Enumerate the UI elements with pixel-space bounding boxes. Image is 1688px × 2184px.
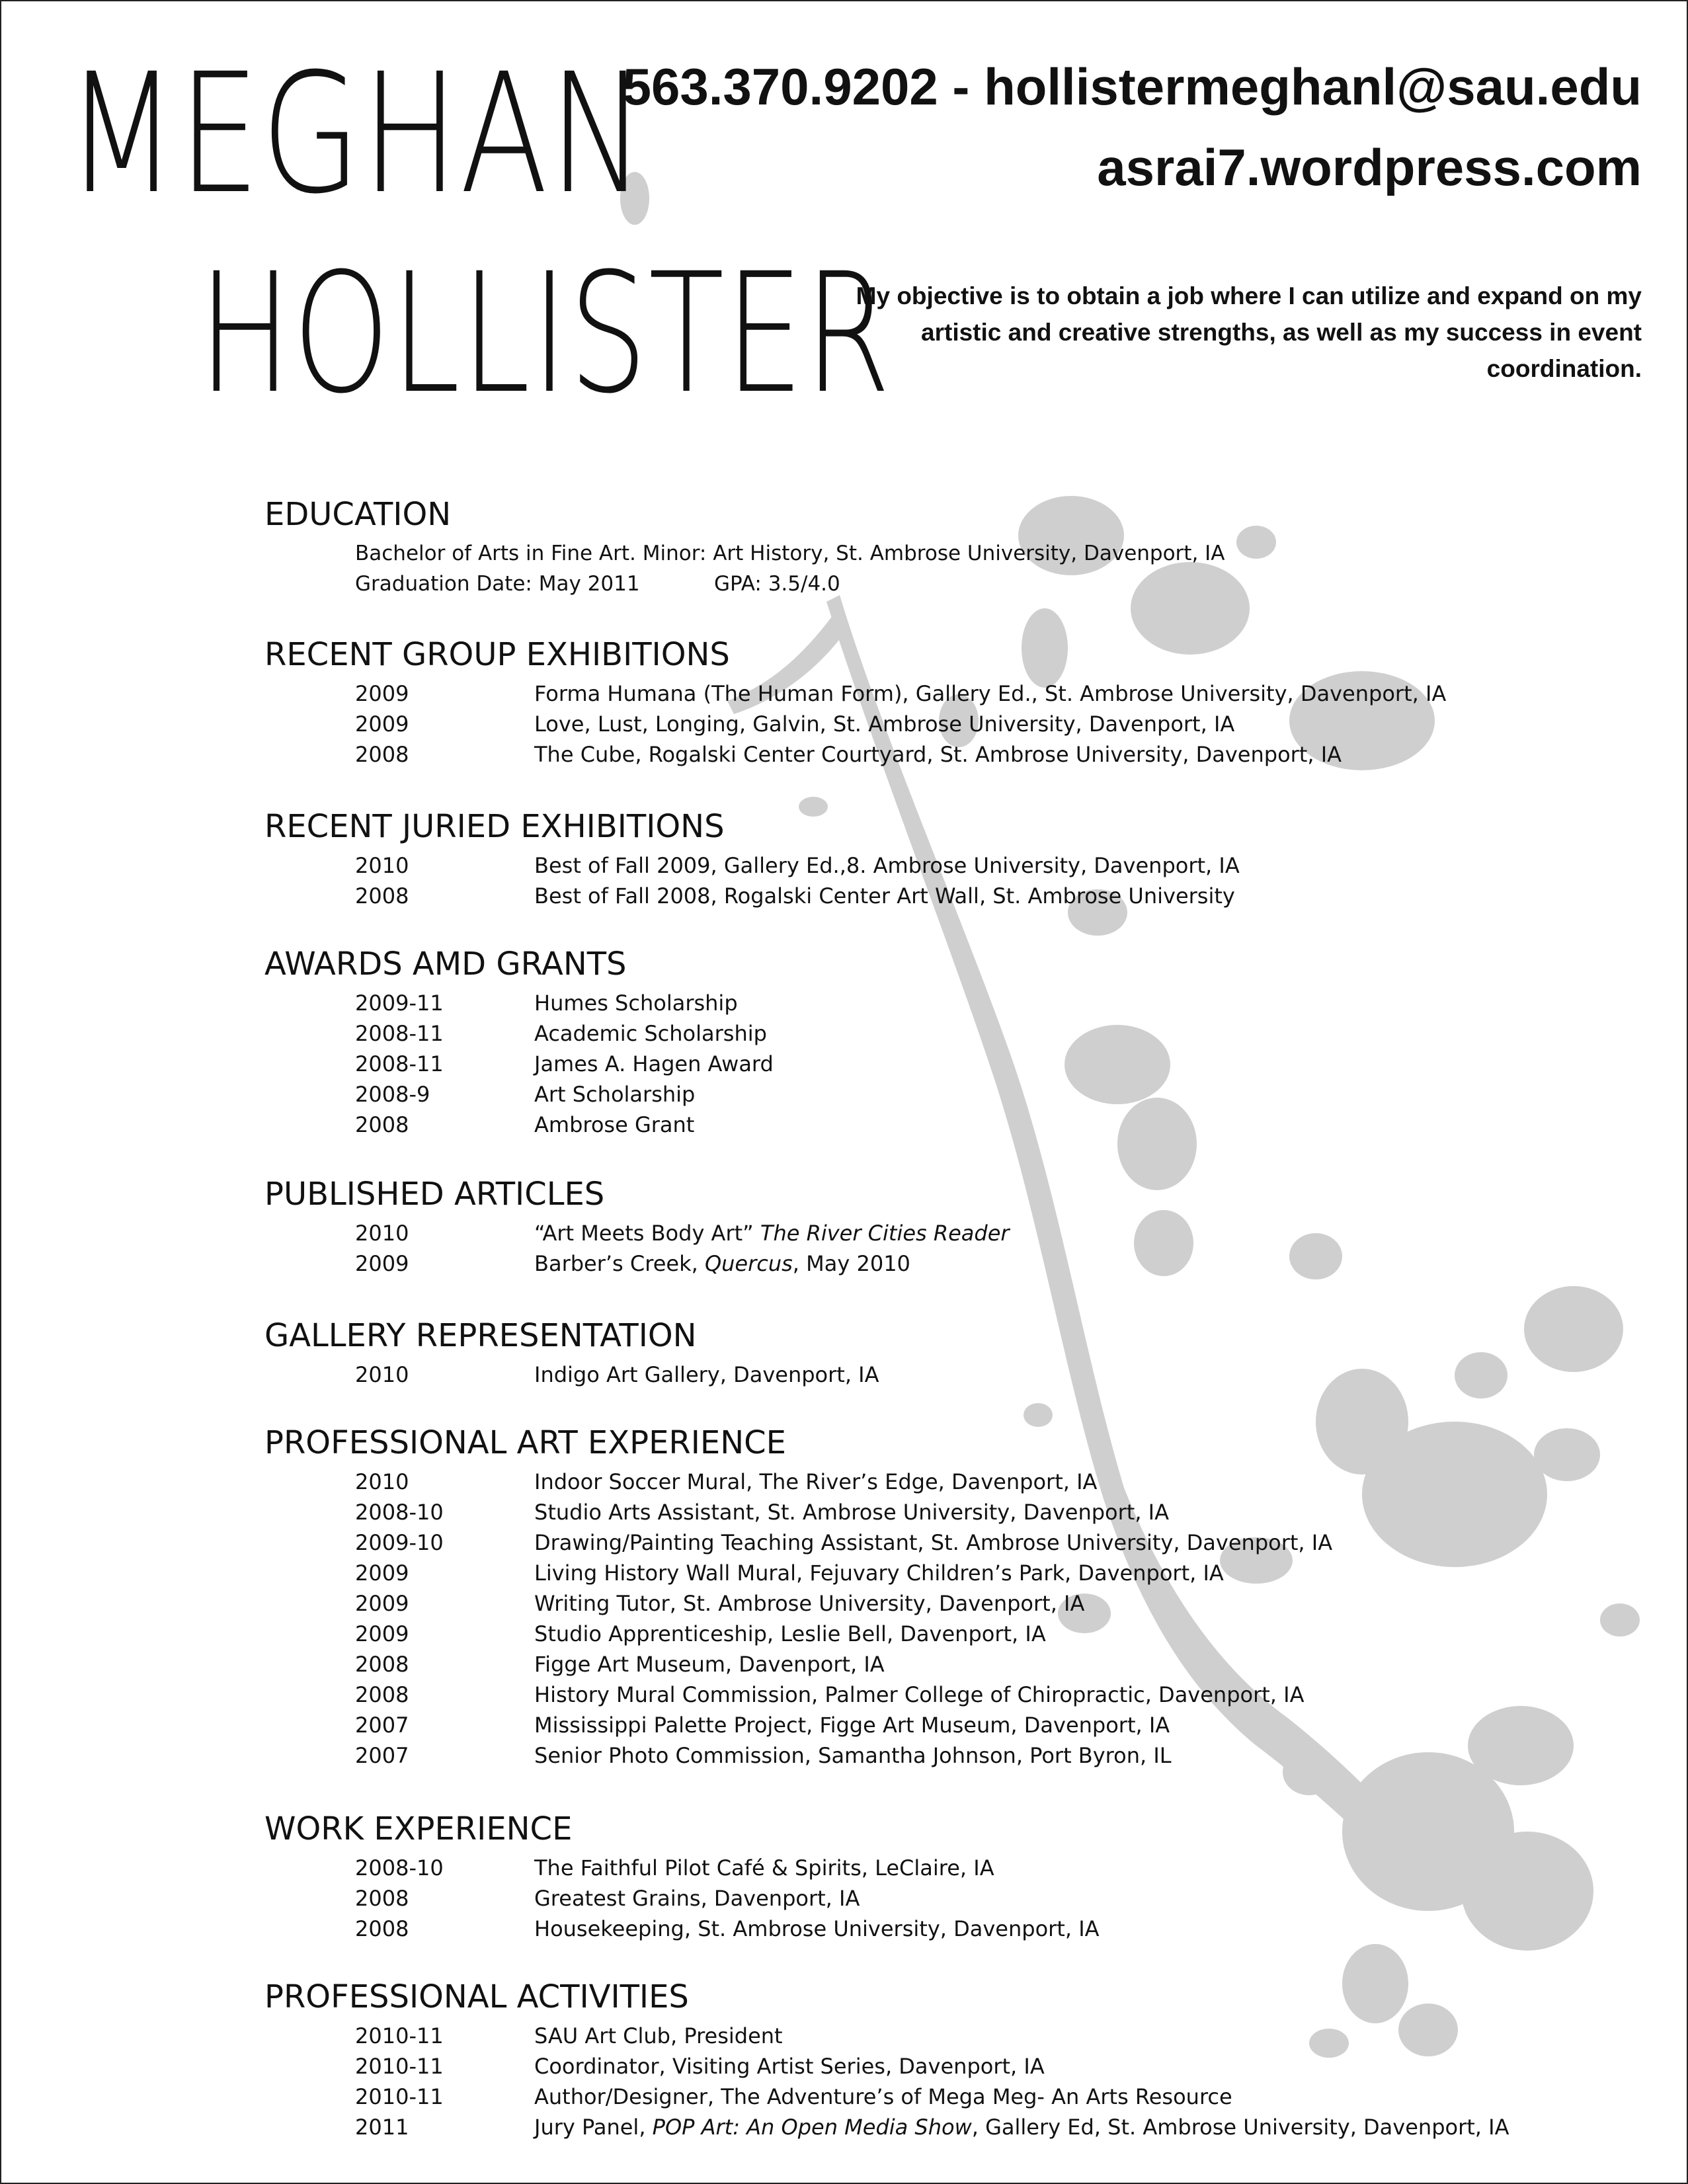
entry-description — [534, 2021, 783, 2051]
entry-year: 2010 — [355, 1362, 409, 1387]
entry-description — [534, 1914, 1100, 1944]
entry-row — [264, 2051, 1653, 2082]
gpa: GPA: 3.5/4.0 — [714, 572, 840, 596]
entry-text-after: , May 2010 — [792, 1251, 910, 1276]
entry-year: 2009 — [355, 681, 409, 706]
entry-year: 2008 — [355, 1916, 409, 1941]
entry-text: Writing Tutor, St. Ambrose University, Davenport, IA — [534, 1591, 1085, 1616]
entry-description — [534, 1558, 1224, 1588]
entry-description — [534, 881, 1235, 911]
entry-description — [534, 2051, 1045, 2082]
entry-italic-title: POP Art: An Open Media Show — [652, 2115, 972, 2140]
entry-year: 2009 — [355, 711, 409, 737]
entry-description — [534, 1649, 885, 1679]
entry-year: 2009 — [355, 1591, 409, 1616]
entry-text: History Mural Commission, Palmer College of Chiropractic, Davenport, IA — [534, 1682, 1305, 1707]
juried-exhibitions-section — [264, 807, 1653, 911]
entry-row — [264, 850, 1653, 881]
entry-row — [264, 1853, 1653, 1883]
section-title: RECENT GROUP EXHIBITIONS — [264, 636, 730, 673]
entry-year: 2010 — [355, 853, 409, 878]
last-name: HOLLISTER — [198, 237, 892, 430]
entry-row — [264, 1467, 1653, 1497]
entry-year: 2008 — [355, 1886, 409, 1911]
entry-description — [534, 709, 1234, 739]
entry-year: 2010-11 — [355, 2054, 444, 2079]
entry-description — [534, 1740, 1172, 1771]
entry-description — [534, 1679, 1304, 1710]
section-title: AWARDS AMD GRANTS — [264, 946, 627, 983]
entry-year: 2009 — [355, 1560, 409, 1586]
entry-year: 2008 — [355, 1652, 409, 1677]
section-title: RECENT JURIED EXHIBITIONS — [264, 808, 725, 845]
entry-text: “Art Meets Body Art” — [534, 1221, 754, 1246]
entry-row — [264, 678, 1653, 709]
entry-row — [264, 988, 1653, 1018]
entry-year: 2008 — [355, 742, 409, 767]
entry-text: Studio Arts Assistant, St. Ambrose University, Davenport, IA — [534, 1500, 1169, 1525]
entry-text: Housekeeping, St. Ambrose University, Davenport, IA — [534, 1916, 1100, 1941]
entry-year: 2010 — [355, 1221, 409, 1246]
entry-row — [264, 1497, 1653, 1527]
entry-text-after: , Gallery Ed, St. Ambrose University, Davenport, IA — [971, 2115, 1509, 2140]
entry-row — [264, 1527, 1653, 1558]
entry-text: Ambrose Grant — [534, 1112, 695, 1137]
entry-italic-title: Quercus — [704, 1251, 793, 1276]
entry-row — [264, 1679, 1653, 1710]
entry-description — [534, 1079, 695, 1110]
entry-year: 2008 — [355, 1112, 409, 1137]
entry-text: Jury Panel, — [534, 2115, 646, 2140]
graduation-date: Graduation Date: May 2011 — [355, 572, 640, 596]
entry-text: Academic Scholarship — [534, 1021, 767, 1046]
entry-year: 2011 — [355, 2115, 409, 2140]
entry-year: 2010 — [355, 1469, 409, 1494]
entry-description — [534, 1883, 860, 1914]
entry-year: 2008 — [355, 1682, 409, 1707]
entry-description — [534, 1110, 694, 1140]
entry-year: 2008-10 — [355, 1500, 444, 1525]
entry-description — [534, 1710, 1170, 1740]
entry-text: Mississippi Palette Project, Figge Art Museum, Davenport, IA — [534, 1713, 1170, 1738]
entry-year: 2007 — [355, 1713, 409, 1738]
entry-year: 2008-9 — [355, 1082, 430, 1107]
entry-year: 2008-11 — [355, 1021, 444, 1046]
entry-text: Forma Humana (The Human Form), Gallery Ed., St. Ambrose University, Davenport, IA — [534, 681, 1447, 706]
entry-year: 2009-10 — [355, 1530, 444, 1555]
entry-row — [264, 1079, 1653, 1110]
entry-row — [264, 1649, 1653, 1679]
entry-text: SAU Art Club, President — [534, 2023, 783, 2048]
entry-row — [264, 1740, 1653, 1771]
entry-row — [264, 709, 1653, 739]
entry-row — [264, 1588, 1653, 1619]
published-articles-section — [264, 1174, 1653, 1279]
entry-text: Barber’s Creek, — [534, 1251, 698, 1276]
group-exhibitions-section — [264, 635, 1653, 770]
entry-description — [534, 739, 1342, 770]
entry-text: The Cube, Rogalski Center Courtyard, St. Ambrose University, Davenport, IA — [534, 742, 1342, 767]
entry-text: Art Scholarship — [534, 1082, 696, 1107]
entry-year: 2009 — [355, 1621, 409, 1646]
entry-description — [534, 1248, 910, 1279]
education-section — [264, 495, 1653, 599]
entry-description — [534, 678, 1446, 709]
art-experience-section — [264, 1423, 1653, 1771]
entry-description — [534, 2112, 1509, 2142]
entry-row — [264, 1359, 1653, 1390]
awards-section — [264, 944, 1653, 1140]
entry-text: Author/Designer, The Adventure’s of Mega Meg- An Arts Resource — [534, 2084, 1232, 2109]
entry-description — [534, 1619, 1046, 1649]
entry-row — [264, 739, 1653, 770]
entry-text: Best of Fall 2009, Gallery Ed.,8. Ambrose University, Davenport, IA — [534, 853, 1240, 878]
entry-text: Figge Art Museum, Davenport, IA — [534, 1652, 885, 1677]
entry-description — [534, 988, 738, 1018]
section-title: GALLERY REPRESENTATION — [264, 1317, 697, 1354]
entry-year: 2009 — [355, 1251, 409, 1276]
entry-description — [534, 1497, 1169, 1527]
entry-row — [264, 2021, 1653, 2051]
entry-text: Living History Wall Mural, Fejuvary Children’s Park, Davenport, IA — [534, 1560, 1224, 1586]
entry-year: 2008-11 — [355, 1051, 444, 1076]
entry-year: 2010-11 — [355, 2084, 444, 2109]
entry-text: Coordinator, Visiting Artist Series, Davenport, IA — [534, 2054, 1045, 2079]
section-title: EDUCATION — [264, 496, 452, 533]
entry-description — [534, 2082, 1232, 2112]
work-experience-section — [264, 1809, 1653, 1944]
entry-row — [264, 1018, 1653, 1049]
entry-description — [534, 1588, 1084, 1619]
entry-row — [264, 1619, 1653, 1649]
contact-phone-email: 563.370.9202 - hollistermeghanl@sau.edu — [622, 58, 1642, 116]
entry-row — [264, 1049, 1653, 1079]
entry-row — [264, 1110, 1653, 1140]
first-name: MEGHAN — [66, 38, 647, 230]
degree-line: Bachelor of Arts in Fine Art. Minor: Art History, St. Ambrose University, Davenport, IA — [355, 542, 1225, 565]
entry-row — [264, 1883, 1653, 1914]
entry-description — [534, 1359, 879, 1390]
entry-text: The Faithful Pilot Café & Spirits, LeClaire, IA — [534, 1855, 994, 1881]
entry-text: Senior Photo Commission, Samantha Johnson, Port Byron, IL — [534, 1743, 1172, 1768]
gallery-representation-section — [264, 1316, 1653, 1390]
entry-text: Drawing/Painting Teaching Assistant, St. Ambrose University, Davenport, IA — [534, 1530, 1333, 1555]
section-title: PUBLISHED ARTICLES — [264, 1176, 605, 1213]
entry-description — [534, 1218, 1010, 1248]
entry-text: Indigo Art Gallery, Davenport, IA — [534, 1362, 879, 1387]
entry-text: Greatest Grains, Davenport, IA — [534, 1886, 860, 1911]
graduation-line — [264, 569, 1653, 599]
entry-description — [534, 1527, 1332, 1558]
entry-text: Humes Scholarship — [534, 991, 738, 1016]
entry-year: 2010-11 — [355, 2023, 444, 2048]
entry-text: James A. Hagen Award — [534, 1051, 774, 1076]
entry-row — [264, 1248, 1653, 1279]
entry-description — [534, 1049, 774, 1079]
entry-row — [264, 2082, 1653, 2112]
entry-row — [264, 881, 1653, 911]
entry-row — [264, 1710, 1653, 1740]
entry-year: 2008 — [355, 883, 409, 909]
entry-text: Best of Fall 2008, Rogalski Center Art Wall, St. Ambrose University — [534, 883, 1235, 909]
entry-row — [264, 1914, 1653, 1944]
entry-description — [534, 1018, 767, 1049]
section-title: PROFESSIONAL ART EXPERIENCE — [264, 1424, 786, 1461]
entry-row — [264, 2112, 1653, 2142]
contact-website: asrai7.wordpress.com — [1097, 138, 1642, 196]
section-title: WORK EXPERIENCE — [264, 1810, 573, 1847]
entry-year: 2008-10 — [355, 1855, 444, 1881]
entry-italic-title: The River Cities Reader — [760, 1221, 1010, 1246]
entry-row — [264, 1218, 1653, 1248]
objective-statement: My objective is to obtain a job where I can utilize and expand on my artistic and creative strengths, as well as my success in event coordination. — [856, 282, 1642, 382]
entry-description — [534, 850, 1240, 881]
entry-description — [534, 1853, 994, 1883]
section-title: PROFESSIONAL ACTIVITIES — [264, 1978, 689, 2015]
entry-text: Studio Apprenticeship, Leslie Bell, Davenport, IA — [534, 1621, 1046, 1646]
entry-year: 2007 — [355, 1743, 409, 1768]
entry-year: 2009-11 — [355, 991, 444, 1016]
activities-section — [264, 1977, 1653, 2142]
entry-row — [264, 1558, 1653, 1588]
entry-description — [534, 1467, 1097, 1497]
entry-text: Indoor Soccer Mural, The River’s Edge, Davenport, IA — [534, 1469, 1098, 1494]
entry-text: Love, Lust, Longing, Galvin, St. Ambrose University, Davenport, IA — [534, 711, 1235, 737]
